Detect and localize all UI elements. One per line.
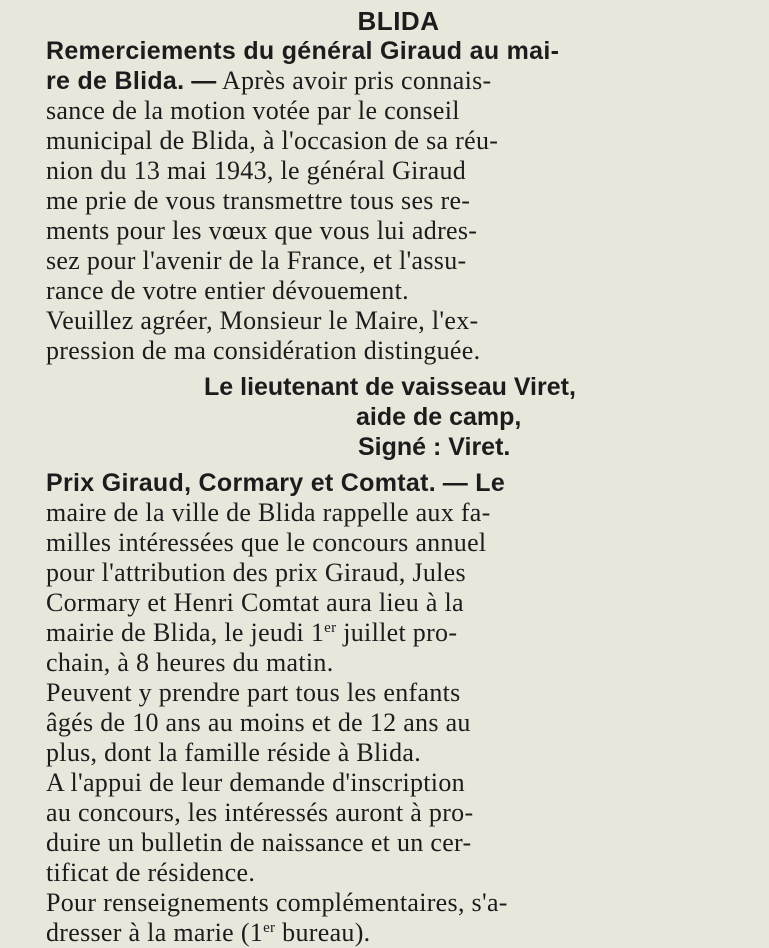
- article-line: rance de votre entier dévouement.: [46, 276, 409, 305]
- text-segment: Après avoir pris connais-: [221, 66, 492, 95]
- article-title-part: Remerciements du général Giraud au mai-: [46, 37, 560, 65]
- article-line: sance de la motion votée par le conseil: [46, 96, 460, 125]
- article-line: âgés de 10 ans au moins et de 12 ans au: [46, 708, 471, 737]
- article-title-line-1: [46, 36, 751, 66]
- article-line: Peuvent y prendre part tous les enfants: [46, 678, 461, 707]
- article-line: tificat de résidence.: [46, 858, 256, 887]
- signature-role: aide de camp,: [356, 403, 522, 431]
- section-heading: BLIDA: [357, 6, 440, 36]
- text-segment: bureau).: [282, 918, 371, 947]
- superscript: er: [324, 620, 337, 636]
- article-line: [46, 918, 751, 948]
- article-line: chain, à 8 heures du matin.: [46, 648, 334, 677]
- signature-rank: Le lieutenant de vaisseau Viret,: [204, 373, 576, 401]
- article-line: me prie de vous transmettre tous ses re-: [46, 186, 471, 215]
- article-line: [46, 618, 751, 648]
- article-line: milles intéressées que le concours annuel: [46, 528, 487, 557]
- article-line: pression de ma considération distinguée.: [46, 336, 481, 365]
- article-line: A l'appui de leur demande d'inscription: [46, 768, 465, 797]
- article-title-line: [46, 468, 751, 498]
- article-prix: [46, 468, 751, 948]
- article-line: maire de la ville de Blida rappelle aux fa-: [46, 498, 491, 527]
- article-line: plus, dont la famille réside à Blida.: [46, 738, 422, 767]
- article-remerciements: [46, 36, 751, 366]
- dash: —: [191, 67, 217, 95]
- text-segment: — Le: [442, 469, 506, 497]
- article-line: nion du 13 mai 1943, le général Giraud: [46, 156, 467, 185]
- superscript: er: [263, 920, 276, 936]
- text-segment: mairie de Blida, le jeudi 1: [46, 618, 325, 647]
- article-line: municipal de Blida, à l'occasion de sa réu-: [46, 126, 499, 155]
- article-line: Pour renseignements complémentaires, s'a-: [46, 888, 508, 917]
- article-title: Prix Giraud, Cormary et Comtat.: [46, 469, 436, 497]
- article-line: pour l'attribution des prix Giraud, Jules: [46, 558, 466, 587]
- article-line: au concours, les intéressés auront à pro-: [46, 798, 474, 827]
- text-segment: dresser à la marie (1: [46, 918, 264, 947]
- article-line: duire un bulletin de naissance et un cer-: [46, 828, 472, 857]
- signature-signed: Signé : Viret.: [358, 433, 511, 461]
- text-segment: juillet pro-: [343, 618, 458, 647]
- article-line: sez pour l'avenir de la France, et l'assu-: [46, 246, 467, 275]
- article-line: ments pour les vœux que vous lui adres-: [46, 216, 478, 245]
- article-line: [46, 66, 751, 96]
- article-title-part: re de Blida.: [46, 67, 185, 95]
- article-line: Cormary et Henri Comtat aura lieu à la: [46, 588, 464, 617]
- article-line: Veuillez agréer, Monsieur le Maire, l'ex-: [46, 306, 479, 335]
